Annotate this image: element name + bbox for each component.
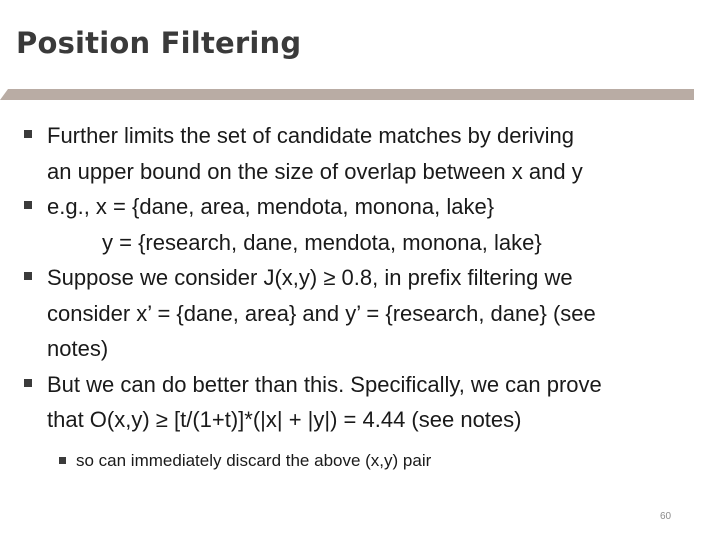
title-divider (8, 89, 694, 100)
bullet-item (0, 118, 720, 189)
square-bullet-icon (24, 201, 32, 209)
bullet-line: Suppose we consider J(x,y) ≥ 0.8, in prefix filtering we (47, 265, 573, 290)
bullet-line: consider x’ = {dane, area} and y’ = {research, dane} (see (47, 300, 596, 326)
bullet-item (0, 260, 720, 367)
bullet-line: notes) (47, 336, 109, 361)
square-bullet-icon (59, 457, 66, 464)
bullet-line: y = {research, dane, mendota, monona, lake} (47, 229, 542, 255)
bullet-item (0, 367, 720, 438)
slide-title: Position Filtering (16, 26, 302, 60)
bullet-list (0, 118, 720, 438)
bullet-line: that O(x,y) ≥ [t/(1+t)]*(|x| + |y|) = 4.44 (see notes) (47, 407, 522, 432)
bullet-item (0, 189, 720, 260)
bullet-line: Further limits the set of candidate matches by deriving (47, 123, 575, 148)
sub-bullet-text: so can immediately discard the above (x,y) pair (76, 451, 432, 470)
sub-bullet-list (0, 447, 720, 475)
sub-bullet-item (0, 447, 720, 475)
bullet-line: an upper bound on the size of overlap between x and y (47, 158, 583, 184)
bullet-line: But we can do better than this. Specifically, we can prove (47, 371, 602, 397)
square-bullet-icon (24, 272, 32, 280)
square-bullet-icon (24, 379, 32, 387)
title-divider-corner (0, 89, 8, 100)
page-number: 60 (660, 511, 672, 522)
square-bullet-icon (24, 130, 32, 138)
bullet-line: e.g., x = {dane, area, mendota, monona, lake} (47, 194, 495, 219)
